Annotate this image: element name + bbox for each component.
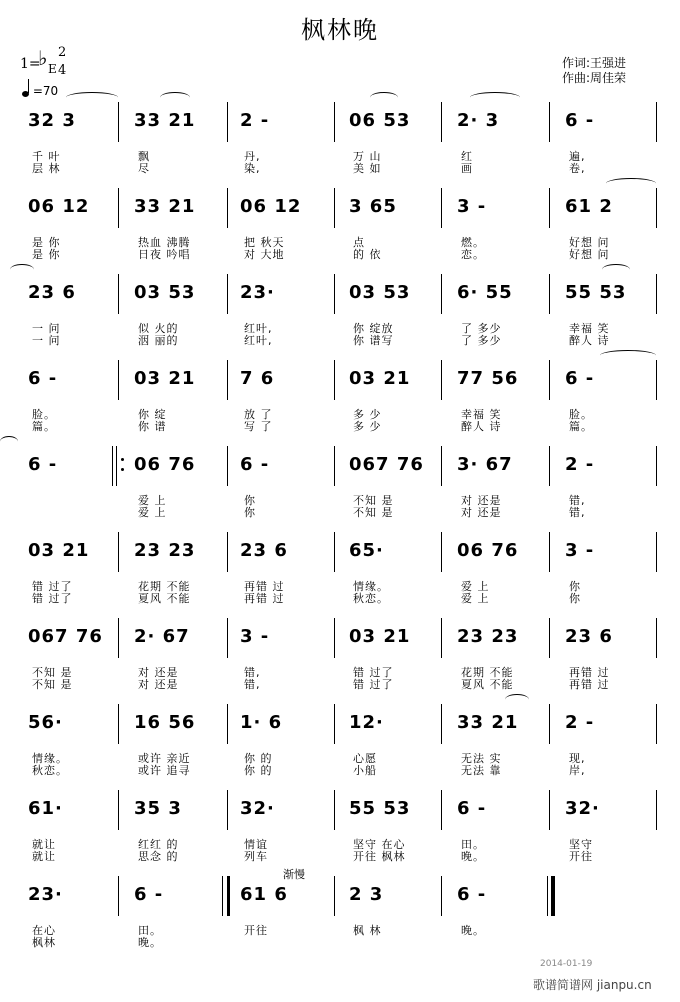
lyric-verse-1: 田。 (461, 838, 485, 851)
barline (549, 532, 550, 572)
lyric-verse-1: 再错 过 (569, 666, 610, 679)
barline (441, 274, 442, 314)
measure-notes: 23 6 (28, 282, 76, 303)
slur-mark (10, 264, 34, 275)
measure-notes: 32· (565, 798, 600, 819)
lyric-verse-1: 燃。 (461, 236, 485, 249)
credits (562, 56, 626, 86)
slur-mark (160, 92, 190, 103)
lyric-verse-1: 错, (244, 666, 261, 679)
barline (656, 188, 657, 228)
lyric-verse-1: 千 叶 (32, 150, 61, 163)
barline (334, 102, 335, 142)
repeat-dot (121, 468, 124, 471)
measure-notes: 23 23 (457, 626, 519, 647)
slur-mark (600, 350, 656, 361)
barline (227, 790, 228, 830)
lyric-verse-1: 爱 上 (138, 494, 167, 507)
measure-notes: 7 6 (240, 368, 275, 389)
lyric-verse-2: 一 问 (32, 334, 61, 347)
lyric-verse-1: 好想 问 (569, 236, 610, 249)
lyric-verse-2: 红叶, (244, 334, 273, 347)
lyric-verse-2: 晚。 (461, 850, 485, 863)
lyric-verse-1: 丹, (244, 150, 261, 163)
measure-notes: 23 6 (565, 626, 613, 647)
lyric-verse-2: 尽 (138, 162, 150, 175)
score-row (0, 368, 680, 454)
measure-notes: 6 - (565, 368, 595, 389)
lyric-verse-1: 幸福 笑 (569, 322, 610, 335)
score-row (0, 626, 680, 712)
measure-notes: 23· (240, 282, 275, 303)
measure-notes: 06 53 (349, 110, 411, 131)
lyric-verse-2: 晚。 (138, 936, 162, 949)
score-row (0, 282, 680, 368)
measure-notes: 6· 55 (457, 282, 513, 303)
measure-notes: 6 - (28, 454, 58, 475)
lyric-verse-2: 你 (244, 506, 256, 519)
lyric-verse-2: 对 还是 (461, 506, 502, 519)
lyric-verse-1: 就让 (32, 838, 56, 851)
lyric-verse-2: 层 林 (32, 162, 61, 175)
barline (227, 360, 228, 400)
lyric-verse-2: 的 依 (353, 248, 382, 261)
score-row (0, 712, 680, 798)
measure-notes: 77 56 (457, 368, 519, 389)
barline (549, 446, 550, 486)
barline (549, 102, 550, 142)
lyric-verse-2: 开往 枫林 (353, 850, 406, 863)
lyric-verse-2: 或许 追寻 (138, 764, 191, 777)
lyric-verse-2: 醉人 诗 (461, 420, 502, 433)
barline (656, 102, 657, 142)
barline (334, 188, 335, 228)
measure-notes: 1· 6 (240, 712, 283, 733)
barline (441, 618, 442, 658)
lyric-verse-2: 就让 (32, 850, 56, 863)
lyric-verse-2: 错, (244, 678, 261, 691)
lyric-verse-1: 红叶, (244, 322, 273, 335)
quarter-note-icon (22, 91, 29, 97)
lyric-verse-1: 飘 (138, 150, 150, 163)
lyric-verse-1: 心愿 (353, 752, 377, 765)
lyric-verse-1: 遍, (569, 150, 586, 163)
barline (549, 704, 550, 744)
lyric-verse-1: 似 火的 (138, 322, 179, 335)
lyric-verse-2: 再错 过 (244, 592, 285, 605)
time-bottom: 4 (58, 63, 67, 78)
lyric-verse-2: 你 谱 (138, 420, 167, 433)
flat-symbol: ♭ (38, 46, 48, 70)
measure-notes: 06 12 (28, 196, 90, 217)
final-barline (547, 876, 555, 916)
measure-notes: 3 - (240, 626, 270, 647)
lyric-verse-2: 小船 (353, 764, 377, 777)
lyric-verse-1: 情缘。 (353, 580, 389, 593)
lyric-verse-2: 错, (569, 506, 586, 519)
lyric-verse-1: 一 问 (32, 322, 61, 335)
key-prefix: 1= (20, 56, 41, 72)
watermark: 歌谱简谱网 jianpu.cn (533, 978, 652, 992)
barline (549, 790, 550, 830)
slur-mark (370, 92, 398, 103)
lyric-verse-1: 红 (461, 150, 473, 163)
lyric-verse-1: 万 山 (353, 150, 382, 163)
tempo-marking (22, 84, 58, 98)
measure-notes: 33 21 (457, 712, 519, 733)
lyric-verse-1: 再错 过 (244, 580, 285, 593)
barline (656, 360, 657, 400)
lyric-verse-1: 现, (569, 752, 586, 765)
score-row (0, 196, 680, 282)
lyric-verse-2: 列车 (244, 850, 268, 863)
lyric-verse-2: 日夜 吟唱 (138, 248, 191, 261)
measure-notes: 33 21 (134, 196, 196, 217)
lyric-verse-2: 恋。 (461, 248, 485, 261)
lyric-verse-1: 了 多少 (461, 322, 502, 335)
measure-notes: 3· 67 (457, 454, 513, 475)
measure-notes: 2· 67 (134, 626, 190, 647)
lyric-verse-1: 幸福 笑 (461, 408, 502, 421)
measure-notes: 06 76 (134, 454, 196, 475)
lyric-verse-2: 卷, (569, 162, 586, 175)
barline (227, 188, 228, 228)
barline (334, 618, 335, 658)
measure-notes: 3 - (457, 196, 487, 217)
barline (118, 360, 119, 400)
lyric-verse-2: 画 (461, 162, 473, 175)
barline (441, 704, 442, 744)
measure-notes: 2 - (565, 712, 595, 733)
repeat-dot (121, 458, 124, 461)
song-title: 枫林晚 (301, 16, 379, 44)
lyric-verse-2: 不知 是 (353, 506, 394, 519)
lyric-verse-2: 思念 的 (138, 850, 179, 863)
barline (656, 274, 657, 314)
measure-notes: 06 12 (240, 196, 302, 217)
measure-notes: 32· (240, 798, 275, 819)
barline (334, 704, 335, 744)
measure-notes: 2 - (565, 454, 595, 475)
lyric-verse-1: 把 秋天 (244, 236, 285, 249)
slur-mark (602, 264, 630, 275)
lyric-verse-1: 你 (569, 580, 581, 593)
lyric-verse-2: 爱 上 (461, 592, 490, 605)
lyric-verse-1: 错, (569, 494, 586, 507)
lyric-verse-2: 美 如 (353, 162, 382, 175)
barline (118, 532, 119, 572)
barline (227, 274, 228, 314)
measure-notes: 6 - (240, 454, 270, 475)
barline (118, 274, 119, 314)
double-barline (222, 876, 230, 916)
repeat-start-barline (112, 446, 126, 486)
barline (227, 532, 228, 572)
score-row (0, 110, 680, 196)
lyric-verse-1: 你 的 (244, 752, 273, 765)
lyric-verse-2: 洇 丽的 (138, 334, 179, 347)
slur-mark (0, 436, 18, 447)
lyric-verse-1: 脸。 (569, 408, 593, 421)
measure-notes: 06 76 (457, 540, 519, 561)
lyric-verse-2: 开往 (569, 850, 593, 863)
lyric-verse-2: 你 (569, 592, 581, 605)
barline (656, 618, 657, 658)
barline (441, 360, 442, 400)
time-top: 2 (58, 45, 67, 60)
barline (118, 790, 119, 830)
key-signature (20, 45, 67, 78)
lyric-verse-2: 你 谱写 (353, 334, 394, 347)
lyric-verse-1: 不知 是 (353, 494, 394, 507)
lyric-verse-2: 对 还是 (138, 678, 179, 691)
lyric-verse-2: 好想 问 (569, 248, 610, 261)
measure-notes: 16 56 (134, 712, 196, 733)
measure-notes: 56· (28, 712, 63, 733)
score-row (0, 798, 680, 884)
measure-notes: 6 - (457, 884, 487, 905)
lyric-verse-1: 花期 不能 (138, 580, 191, 593)
lyric-verse-2: 错 过了 (32, 592, 73, 605)
lyric-verse-1: 你 绽放 (353, 322, 394, 335)
barline (334, 446, 335, 486)
lyric-verse-1: 你 (244, 494, 256, 507)
measure-notes: 03 21 (349, 626, 411, 647)
lyricist: 作词:王强进 (562, 56, 627, 70)
lyric-verse-2: 醉人 诗 (569, 334, 610, 347)
barline (441, 790, 442, 830)
lyric-verse-2: 篇。 (569, 420, 593, 433)
lyric-verse-1: 对 还是 (461, 494, 502, 507)
barline (118, 618, 119, 658)
lyric-verse-1: 情谊 (244, 838, 268, 851)
tempo-value: =70 (32, 84, 59, 98)
lyric-verse-2: 夏风 不能 (138, 592, 191, 605)
lyric-verse-1: 开往 (244, 924, 268, 937)
lyric-verse-2: 夏风 不能 (461, 678, 514, 691)
barline (118, 188, 119, 228)
barline (334, 532, 335, 572)
measure-notes: 03 53 (134, 282, 196, 303)
lyric-verse-1: 是 你 (32, 236, 61, 249)
measure-notes: 03 21 (28, 540, 90, 561)
lyric-verse-2: 篇。 (32, 420, 56, 433)
lyric-verse-1: 在心 (32, 924, 56, 937)
lyric-verse-2: 爱 上 (138, 506, 167, 519)
barline (656, 532, 657, 572)
barline (227, 102, 228, 142)
score-row (0, 540, 680, 626)
barline (549, 360, 550, 400)
measure-notes: 55 53 (565, 282, 627, 303)
measure-notes: 2 - (240, 110, 270, 131)
lyric-verse-1: 点 (353, 236, 365, 249)
lyric-verse-1: 花期 不能 (461, 666, 514, 679)
lyric-verse-1: 或许 亲近 (138, 752, 191, 765)
measure-notes: 65· (349, 540, 384, 561)
barline (549, 274, 550, 314)
barline (441, 876, 442, 916)
barline (549, 188, 550, 228)
measure-notes: 23· (28, 884, 63, 905)
lyric-verse-1: 坚守 (569, 838, 593, 851)
score-row (0, 454, 680, 540)
lyric-verse-1: 田。 (138, 924, 162, 937)
lyric-verse-1: 错 过了 (353, 666, 394, 679)
measure-notes: 61· (28, 798, 63, 819)
barline (118, 102, 119, 142)
barline (227, 446, 228, 486)
lyric-verse-1: 多 少 (353, 408, 382, 421)
slur-mark (606, 178, 656, 189)
lyric-verse-1: 无法 实 (461, 752, 502, 765)
measure-notes: 03 21 (134, 368, 196, 389)
lyric-verse-2: 了 多少 (461, 334, 502, 347)
lyric-verse-1: 红红 的 (138, 838, 179, 851)
time-signature (58, 44, 66, 80)
barline (227, 618, 228, 658)
measure-notes: 35 3 (134, 798, 182, 819)
measure-notes: 61 6 (240, 884, 288, 905)
key-note: E (48, 62, 57, 76)
lyric-verse-2: 秋恋。 (32, 764, 68, 777)
measure-notes: 2· 3 (457, 110, 500, 131)
lyric-verse-2: 对 大地 (244, 248, 285, 261)
lyric-verse-1: 爱 上 (461, 580, 490, 593)
tempo-annotation: 渐慢 (283, 868, 305, 881)
lyric-verse-1: 你 绽 (138, 408, 167, 421)
measure-notes: 03 21 (349, 368, 411, 389)
barline (656, 790, 657, 830)
lyric-verse-1: 枫 林 (353, 924, 382, 937)
barline (118, 876, 119, 916)
lyric-verse-1: 不知 是 (32, 666, 73, 679)
measure-notes: 23 6 (240, 540, 288, 561)
measure-notes: 61 2 (565, 196, 613, 217)
measure-notes: 03 53 (349, 282, 411, 303)
lyric-verse-1: 晚。 (461, 924, 485, 937)
slur-mark (505, 694, 529, 705)
lyric-verse-2: 不知 是 (32, 678, 73, 691)
lyric-verse-2: 染, (244, 162, 261, 175)
measure-notes: 2 3 (349, 884, 384, 905)
lyric-verse-2: 是 你 (32, 248, 61, 261)
measure-notes: 6 - (457, 798, 487, 819)
lyric-verse-2: 岸, (569, 764, 586, 777)
barline (549, 618, 550, 658)
barline (656, 446, 657, 486)
lyric-verse-2: 你 的 (244, 764, 273, 777)
barline (441, 446, 442, 486)
barline (118, 704, 119, 744)
lyric-verse-1: 脸。 (32, 408, 56, 421)
slur-mark (470, 92, 520, 103)
lyric-verse-2: 再错 过 (569, 678, 610, 691)
barline (334, 274, 335, 314)
barline (334, 790, 335, 830)
measure-notes: 23 23 (134, 540, 196, 561)
composer: 作曲:周佳荣 (562, 71, 627, 85)
score-row (0, 868, 680, 970)
lyric-verse-2: 写 了 (244, 420, 273, 433)
lyric-verse-1: 热血 沸腾 (138, 236, 191, 249)
barline (334, 876, 335, 916)
barline (227, 704, 228, 744)
barline (656, 704, 657, 744)
measure-notes: 55 53 (349, 798, 411, 819)
lyric-verse-2: 错 过了 (353, 678, 394, 691)
measure-notes: 067 76 (28, 626, 103, 647)
measure-notes: 33 21 (134, 110, 196, 131)
lyric-verse-2: 无法 靠 (461, 764, 502, 777)
measure-notes: 32 3 (28, 110, 76, 131)
barline (441, 102, 442, 142)
lyric-verse-1: 对 还是 (138, 666, 179, 679)
barline (334, 360, 335, 400)
barline (441, 188, 442, 228)
measure-notes: 12· (349, 712, 384, 733)
lyric-verse-1: 错 过了 (32, 580, 73, 593)
lyric-verse-2: 多 少 (353, 420, 382, 433)
measure-notes: 6 - (28, 368, 58, 389)
measure-notes: 6 - (565, 110, 595, 131)
lyric-verse-2: 枫林 (32, 936, 56, 949)
barline (441, 532, 442, 572)
measure-notes: 3 65 (349, 196, 397, 217)
lyric-verse-1: 放 了 (244, 408, 273, 421)
slur-mark (66, 92, 118, 103)
lyric-verse-1: 坚守 在心 (353, 838, 406, 851)
measure-notes: 6 - (134, 884, 164, 905)
measure-notes: 3 - (565, 540, 595, 561)
lyric-verse-2: 秋恋。 (353, 592, 389, 605)
measure-notes: 067 76 (349, 454, 424, 475)
lyric-verse-1: 情缘。 (32, 752, 68, 765)
watermark-date: 2014-01-19 (540, 959, 593, 969)
